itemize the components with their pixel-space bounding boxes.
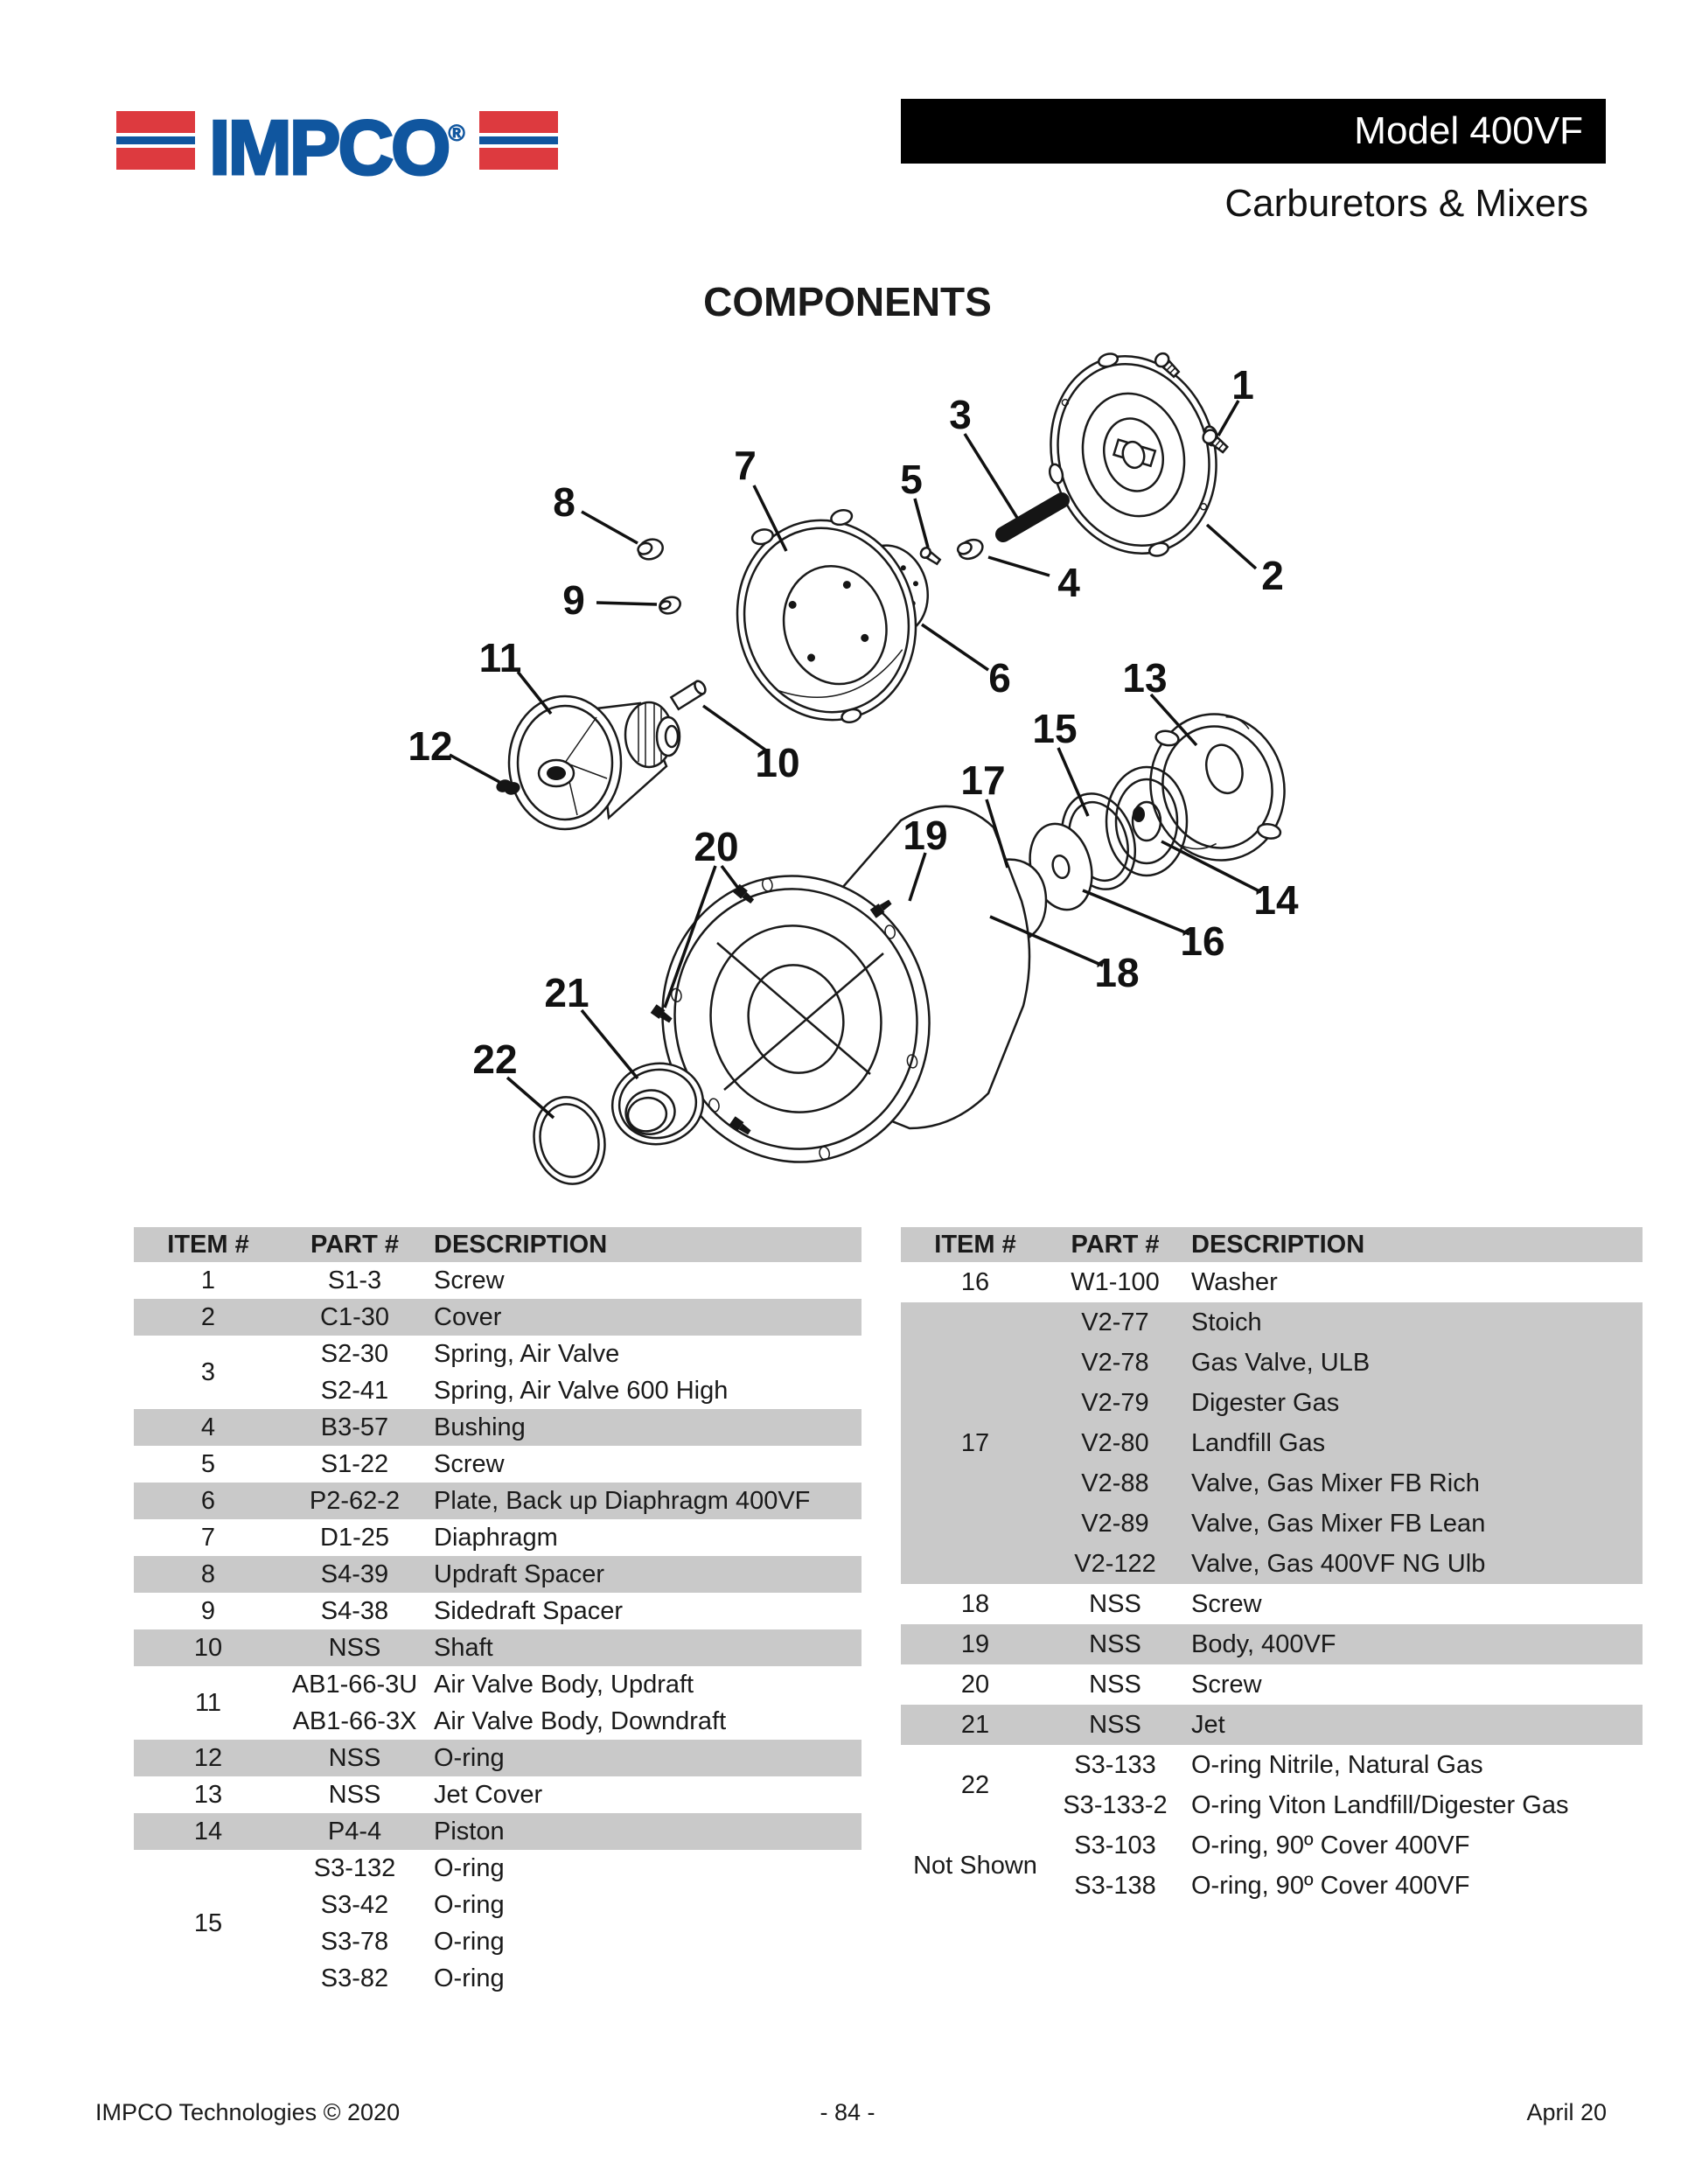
table-row — [901, 1705, 1643, 1745]
callout-number: 5 — [900, 457, 923, 502]
part-number-cell: S4-39 — [320, 1560, 389, 1588]
item-number-cell: 9 — [200, 1596, 216, 1625]
item-number-cell: 12 — [193, 1743, 223, 1772]
callout-leader-line — [915, 499, 928, 548]
table-row — [134, 1262, 861, 1299]
table-row — [134, 1519, 861, 1556]
column-header-part: PART # — [1071, 1231, 1160, 1259]
description-cell: O-ring Nitrile, Natural Gas — [1191, 1751, 1483, 1779]
callout-number: 14 — [1253, 877, 1299, 923]
part-line — [1050, 1785, 1643, 1825]
callout-leader-line — [965, 434, 1017, 518]
table-row — [134, 1299, 861, 1336]
table-row — [901, 1584, 1643, 1624]
table-row — [901, 1664, 1643, 1705]
description-cell: Screw — [1191, 1590, 1262, 1618]
callout-number: 18 — [1094, 950, 1140, 995]
item-number-cell: 5 — [200, 1449, 216, 1478]
item-number-cell: 2 — [200, 1302, 216, 1331]
callout-number: 11 — [478, 635, 522, 680]
part-line — [282, 1299, 861, 1336]
table-row — [901, 1825, 1643, 1906]
part-line — [282, 1336, 861, 1372]
part-number-cell: C1-30 — [320, 1303, 389, 1331]
part-number-cell: V2-78 — [1081, 1349, 1149, 1377]
table-row — [134, 1446, 861, 1483]
logo-brand-text: IMPCO® — [209, 103, 465, 191]
description-cell: Updraft Spacer — [434, 1560, 605, 1588]
part-number-cell: NSS — [328, 1744, 381, 1772]
part-number-cell: D1-25 — [320, 1524, 389, 1552]
callout-leader-line — [582, 512, 638, 543]
item-number-cell: 14 — [193, 1817, 223, 1846]
callout-number: 2 — [1261, 553, 1284, 598]
item-number-cell: 8 — [200, 1560, 216, 1588]
part-line — [282, 1519, 861, 1556]
part-line — [282, 1262, 861, 1299]
item-number-cell: 16 — [960, 1267, 990, 1296]
callout-number: 6 — [988, 655, 1011, 701]
item-number-cell: 4 — [200, 1413, 216, 1441]
item-number-cell: 11 — [194, 1688, 222, 1717]
description-cell: Bushing — [434, 1413, 526, 1441]
part-number-cell: V2-89 — [1081, 1510, 1149, 1538]
table-row — [134, 1850, 861, 1997]
callout-number: 4 — [1057, 560, 1080, 605]
logo-left-bar-icon — [116, 111, 195, 169]
shaft-part — [671, 680, 708, 709]
part-line — [282, 1409, 861, 1446]
callout-leader-line — [988, 557, 1050, 576]
callout-number: 10 — [755, 740, 800, 785]
part-line — [282, 1740, 861, 1776]
item-number-cell: 19 — [960, 1629, 990, 1658]
impco-logo — [116, 98, 558, 191]
description-cell: Piston — [434, 1818, 505, 1846]
description-cell: Body, 400VF — [1191, 1630, 1336, 1658]
description-cell: Air Valve Body, Updraft — [434, 1671, 694, 1699]
callout-number: 1 — [1231, 362, 1254, 408]
item-number-cell: 3 — [200, 1357, 216, 1386]
part-number-cell: S4-38 — [320, 1597, 389, 1625]
bushing-part — [956, 536, 986, 562]
part-line — [282, 1483, 861, 1519]
part-line — [282, 1776, 861, 1813]
callout-number: 13 — [1122, 655, 1168, 701]
part-line — [1050, 1343, 1643, 1383]
table-row — [134, 1776, 861, 1813]
footer-copyright: IMPCO Technologies © 2020 — [95, 2099, 401, 2125]
parts-table-right — [901, 1227, 1643, 1906]
callout-number: 22 — [472, 1036, 518, 1082]
part-number-cell: S1-3 — [327, 1266, 382, 1294]
callout-number: 3 — [949, 392, 972, 437]
part-number-cell: S3-133 — [1074, 1751, 1156, 1779]
description-cell: O-ring, 90º Cover 400VF — [1191, 1872, 1470, 1900]
item-number-cell: 1 — [200, 1266, 216, 1294]
callout-number: 7 — [734, 443, 757, 488]
description-cell: Valve, Gas Mixer FB Lean — [1191, 1510, 1486, 1538]
part-number-cell: V2-122 — [1074, 1550, 1156, 1578]
callout-leader-line — [1083, 890, 1189, 934]
table-header — [134, 1227, 861, 1262]
part-line — [1050, 1705, 1643, 1745]
part-line — [282, 1372, 861, 1409]
part-number-cell: V2-77 — [1081, 1308, 1149, 1336]
table-row — [134, 1813, 861, 1850]
callout-number: 21 — [544, 970, 589, 1015]
description-cell: Diaphragm — [434, 1524, 558, 1552]
description-cell: Sidedraft Spacer — [434, 1597, 624, 1625]
item-number-cell: 20 — [960, 1670, 990, 1699]
part-line — [282, 1923, 861, 1960]
page-footer — [0, 2099, 1695, 2134]
description-cell: O-ring — [434, 1854, 505, 1882]
part-number-cell: S3-82 — [320, 1964, 389, 1992]
table-row — [901, 1302, 1643, 1584]
description-cell: Jet Cover — [434, 1781, 543, 1809]
item-number-cell: 17 — [960, 1428, 990, 1457]
part-line — [1050, 1262, 1643, 1302]
table-row — [134, 1629, 861, 1666]
callout-number: 17 — [960, 757, 1006, 803]
table-header — [901, 1227, 1643, 1262]
description-cell: O-ring — [434, 1964, 505, 1992]
table-row — [134, 1409, 861, 1446]
item-number-cell: 13 — [193, 1780, 223, 1809]
part-number-cell: S3-42 — [320, 1891, 389, 1919]
part-line — [1050, 1463, 1643, 1504]
screw-part — [919, 546, 942, 566]
part-line — [282, 1556, 861, 1593]
column-header-description: DESCRIPTION — [1191, 1231, 1365, 1259]
part-number-cell: NSS — [1089, 1630, 1141, 1658]
diaphragm-part — [715, 497, 939, 744]
callout-number: 19 — [903, 813, 948, 858]
column-header-item: ITEM # — [167, 1231, 249, 1259]
part-number-cell: S1-22 — [320, 1450, 389, 1478]
table-row — [134, 1593, 861, 1629]
description-cell: Gas Valve, ULB — [1191, 1349, 1371, 1377]
description-cell: Air Valve Body, Downdraft — [434, 1707, 727, 1735]
callout-leader-line — [922, 624, 988, 670]
callout-leader-line — [450, 755, 499, 782]
item-number-cell: 15 — [193, 1908, 223, 1937]
description-cell: Screw — [1191, 1671, 1262, 1699]
part-number-cell: S3-78 — [320, 1928, 389, 1956]
callout-leader-line — [1207, 525, 1256, 569]
description-cell: Jet — [1191, 1711, 1225, 1739]
table-row — [134, 1483, 861, 1519]
part-number-cell: NSS — [328, 1634, 381, 1662]
part-number-cell: S3-133-2 — [1063, 1791, 1168, 1819]
part-number-cell: V2-80 — [1081, 1429, 1149, 1457]
callout-number: 16 — [1180, 918, 1225, 964]
registered-trademark-icon: ® — [448, 119, 465, 146]
description-cell: O-ring — [434, 1928, 505, 1956]
description-cell: Valve, Gas 400VF NG Ulb — [1191, 1550, 1486, 1578]
description-cell: O-ring Viton Landfill/Digester Gas — [1191, 1791, 1569, 1819]
callout-leader-line — [507, 1078, 554, 1118]
part-number-cell: V2-88 — [1081, 1469, 1149, 1497]
footer-date: April 20 — [1526, 2099, 1607, 2125]
page-subtitle: Carburetors & Mixers — [1224, 182, 1588, 225]
table-row — [901, 1262, 1643, 1302]
part-number-cell: W1-100 — [1071, 1268, 1160, 1296]
callout-number: 15 — [1032, 706, 1078, 751]
column-header-part: PART # — [310, 1231, 399, 1259]
description-cell: O-ring — [434, 1891, 505, 1919]
callout-leader-line — [596, 603, 657, 604]
part-number-cell: B3-57 — [320, 1413, 389, 1441]
part-line — [1050, 1383, 1643, 1423]
part-line — [1050, 1866, 1643, 1906]
part-line — [282, 1960, 861, 1997]
part-line — [282, 1703, 861, 1740]
logo-right-bar-icon — [479, 111, 558, 169]
part-line — [282, 1813, 861, 1850]
item-number-cell: 21 — [960, 1710, 990, 1739]
callout-number: 9 — [562, 577, 585, 623]
description-cell: Shaft — [434, 1634, 493, 1662]
part-line — [1050, 1624, 1643, 1664]
part-line — [1050, 1544, 1643, 1584]
description-cell: Cover — [434, 1303, 502, 1331]
description-cell: Screw — [434, 1450, 505, 1478]
cover-part — [1024, 341, 1244, 577]
sidedraft-spacer-part — [658, 594, 683, 616]
item-number-cell: 7 — [200, 1523, 216, 1552]
part-line — [1050, 1504, 1643, 1544]
item-number-cell: 18 — [960, 1589, 990, 1618]
part-line — [282, 1593, 861, 1629]
description-cell: Screw — [434, 1266, 505, 1294]
part-number-cell: V2-79 — [1081, 1389, 1149, 1417]
part-number-cell: NSS — [328, 1781, 381, 1809]
exploded-diagram — [376, 341, 1382, 1225]
section-title: COMPONENTS — [703, 279, 992, 324]
part-line — [1050, 1423, 1643, 1463]
part-line — [282, 1446, 861, 1483]
part-line — [1050, 1825, 1643, 1866]
part-line — [1050, 1584, 1643, 1624]
updraft-spacer-part — [636, 536, 666, 562]
description-cell: Washer — [1191, 1268, 1278, 1296]
jet-cover-part — [1134, 699, 1301, 876]
table-row — [901, 1745, 1643, 1825]
item-number-cell: Not Shown — [913, 1851, 1037, 1880]
callout-number: 8 — [553, 479, 575, 525]
column-header-item: ITEM # — [934, 1231, 1016, 1259]
model-badge: Model 400VF — [901, 99, 1606, 164]
part-line — [282, 1850, 861, 1887]
table-row — [901, 1624, 1643, 1664]
parts-table-left — [134, 1227, 861, 1997]
footer-page-number: - 84 - — [820, 2099, 875, 2125]
part-number-cell: S3-132 — [313, 1854, 396, 1882]
table-body — [901, 1262, 1643, 1906]
description-cell: O-ring, 90º Cover 400VF — [1191, 1832, 1470, 1860]
part-line — [282, 1887, 861, 1923]
table-row — [134, 1666, 861, 1740]
part-number-cell: S3-138 — [1074, 1872, 1156, 1900]
callout-number: 20 — [694, 824, 739, 869]
part-number-cell: P2-62-2 — [309, 1487, 401, 1515]
part-line — [282, 1629, 861, 1666]
item-number-cell: 6 — [200, 1486, 216, 1515]
table-row — [134, 1336, 861, 1409]
item-number-cell: 22 — [960, 1770, 990, 1799]
part-number-cell: NSS — [1089, 1590, 1141, 1618]
part-line — [1050, 1302, 1643, 1343]
part-number-cell: NSS — [1089, 1671, 1141, 1699]
part-number-cell: S2-30 — [320, 1340, 389, 1368]
callout-leader-line — [722, 866, 740, 890]
part-number-cell: AB1-66-3U — [291, 1671, 418, 1699]
column-header-description: DESCRIPTION — [434, 1231, 608, 1259]
description-cell: Spring, Air Valve 600 High — [434, 1377, 729, 1405]
part-number-cell: NSS — [1089, 1711, 1141, 1739]
table-row — [134, 1556, 861, 1593]
callout-leader-line — [582, 1010, 638, 1078]
part-number-cell: AB1-66-3X — [292, 1707, 417, 1735]
callout-leader-line — [1058, 748, 1088, 816]
description-cell: Landfill Gas — [1191, 1429, 1326, 1457]
callout-number: 12 — [408, 723, 453, 769]
description-cell: Spring, Air Valve — [434, 1340, 620, 1368]
part-number-cell: S3-103 — [1074, 1832, 1156, 1860]
description-cell: Digester Gas — [1191, 1389, 1340, 1417]
part-number-cell: P4-4 — [327, 1818, 382, 1846]
item-number-cell: 10 — [193, 1633, 223, 1662]
description-cell: Valve, Gas Mixer FB Rich — [1191, 1469, 1480, 1497]
part-line — [1050, 1745, 1643, 1785]
part-line — [282, 1666, 861, 1703]
description-cell: Stoich — [1191, 1308, 1262, 1336]
part-number-cell: S2-41 — [320, 1377, 389, 1405]
part-line — [1050, 1664, 1643, 1705]
air-valve-body-part — [509, 696, 680, 829]
description-cell: Plate, Back up Diaphragm 400VF — [434, 1487, 811, 1515]
table-row — [134, 1740, 861, 1776]
table-body — [134, 1262, 861, 1997]
description-cell: O-ring — [434, 1744, 505, 1772]
spring-part — [1003, 500, 1062, 534]
